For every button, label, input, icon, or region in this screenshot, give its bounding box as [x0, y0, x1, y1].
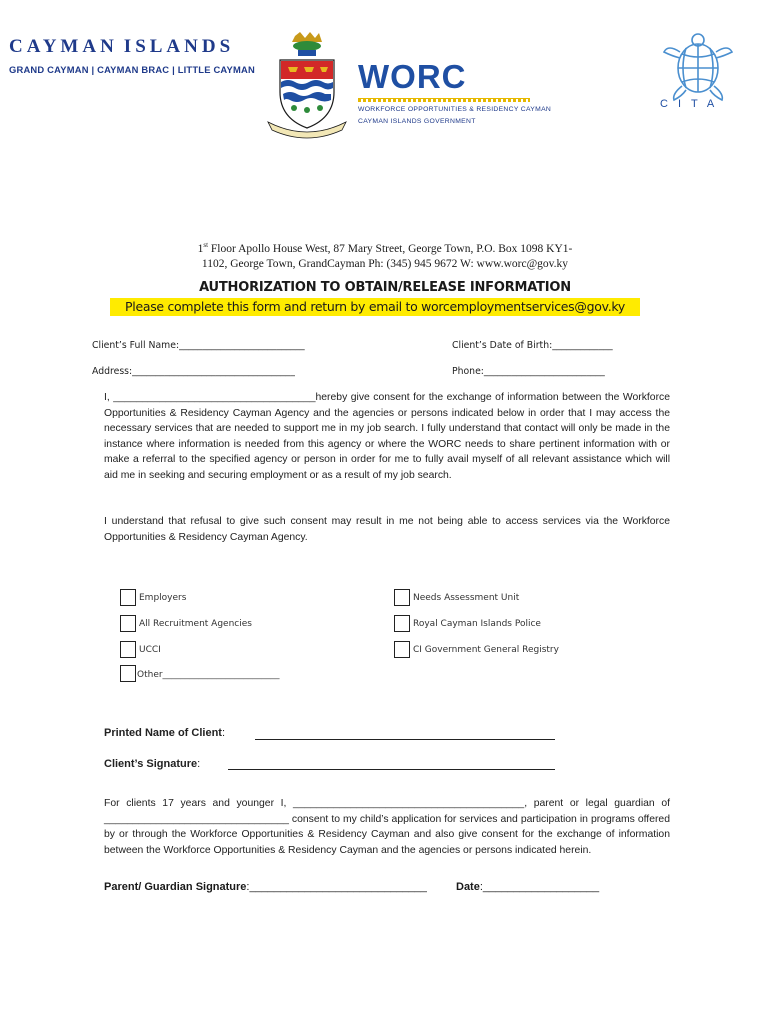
guardian-signature-label: Parent/ Guardian Signature	[104, 881, 247, 893]
client-dob-field[interactable]: Client’s Date of Birth:_____________	[452, 340, 613, 351]
office-address	[120, 238, 650, 272]
consent-paragraph: I, ___________________________________hereby give consent for the exchange of information between the Workforce Opportunities & Residency Cayman Agency and the agencies or persons indicated below in order that I may access the necessary services that are needed to support me in my job search. I fully understand that contact will only be made in the instance where information is needed from this agency or where the WORC needs to share pertinent information with or make a referral to the specified agency or person in order for me to fully avail myself of all relevant assistance which will aid me in seeking and securing employment or as a result of my job search.	[104, 392, 670, 481]
needs-assessment-label: Needs Assessment Unit	[413, 593, 520, 603]
ucci-checkbox[interactable]	[120, 641, 136, 658]
worc-divider	[358, 98, 530, 102]
signature-text: Client’s Signature	[104, 758, 198, 770]
printed-name-line[interactable]	[255, 738, 555, 740]
signature-line[interactable]	[228, 768, 555, 770]
recruitment-agencies-label: All Recruitment Agencies	[139, 619, 252, 629]
other-checkbox[interactable]	[120, 665, 136, 682]
client-full-name-field[interactable]: Client’s Full Name:___________________________	[92, 340, 305, 351]
refusal-paragraph: I understand that refusal to give such consent may result in me not being able to access services via the Workforce Opportunities & Residency Cayman Agency.	[104, 516, 670, 543]
date-row	[456, 881, 599, 893]
cayman-word: CAYMAN	[9, 36, 118, 57]
signature-label	[104, 758, 200, 770]
address-field[interactable]: Address:___________________________________	[92, 366, 295, 377]
employers-checkbox[interactable]	[120, 589, 136, 606]
other-label: Other__________________________	[137, 670, 280, 680]
coat-of-arms-icon	[262, 30, 352, 140]
cita-label: CITA	[660, 98, 725, 110]
employers-label: Employers	[139, 593, 187, 603]
form-title: AUTHORIZATION TO OBTAIN/RELEASE INFORMATION	[199, 280, 571, 295]
form-instruction: Please complete this form and return by email to worcemploymentservices@gov.ky	[110, 298, 640, 316]
address-line-2: 1102, George Town, GrandCayman Ph: (345) 945 9672 W: www.worc@gov.ky	[201, 257, 569, 270]
signature-colon: :	[197, 758, 201, 770]
date-line[interactable]: :___________________	[479, 881, 600, 893]
printed-name-text: Printed Name of Client	[104, 727, 222, 739]
worc-title: WORC	[358, 58, 467, 95]
printed-name-colon: :	[221, 727, 226, 739]
printed-name-label	[104, 727, 225, 739]
guardian-signature-line[interactable]: :_____________________________	[246, 881, 427, 893]
phone-field[interactable]: Phone:__________________________	[452, 366, 605, 377]
general-registry-label: CI Government General Registry	[413, 645, 559, 655]
ucci-label: UCCI	[139, 645, 161, 655]
guardian-signature-row	[104, 881, 427, 893]
minor-consent-paragraph: For clients 17 years and younger I, ________________________________________, parent or legal guardian of ________________________________ consent to my child’s application for services and participation in programs offered by or through the Workforce Opportunities & Residency Cayman and also give consent for the exchange of information between the Workforce Opportunities & Residency Cayman and the agencies or persons indicated herein.	[104, 798, 670, 856]
cayman-subtitle: GRAND CAYMAN | CAYMAN BRAC | LITTLE CAYMAN	[9, 64, 255, 75]
floor-number: 1	[197, 242, 204, 255]
general-registry-checkbox[interactable]	[394, 641, 410, 658]
address-line-1: Floor Apollo House West, 87 Mary Street, George Town, P.O. Box 1098 KY1-	[208, 242, 573, 255]
floor-suffix: st	[203, 241, 209, 249]
date-label: Date	[456, 881, 480, 893]
worc-government: CAYMAN ISLANDS GOVERNMENT	[358, 118, 476, 125]
recruitment-agencies-checkbox[interactable]	[120, 615, 136, 632]
worc-subtitle: WORKFORCE OPPORTUNITIES & RESIDENCY CAYMAN	[358, 106, 552, 113]
police-label: Royal Cayman Islands Police	[413, 619, 541, 629]
needs-assessment-checkbox[interactable]	[394, 589, 410, 606]
islands-word: ISLANDS	[123, 36, 235, 57]
police-checkbox[interactable]	[394, 615, 410, 632]
worc-logo	[358, 58, 552, 126]
cayman-islands-logo	[9, 34, 255, 75]
